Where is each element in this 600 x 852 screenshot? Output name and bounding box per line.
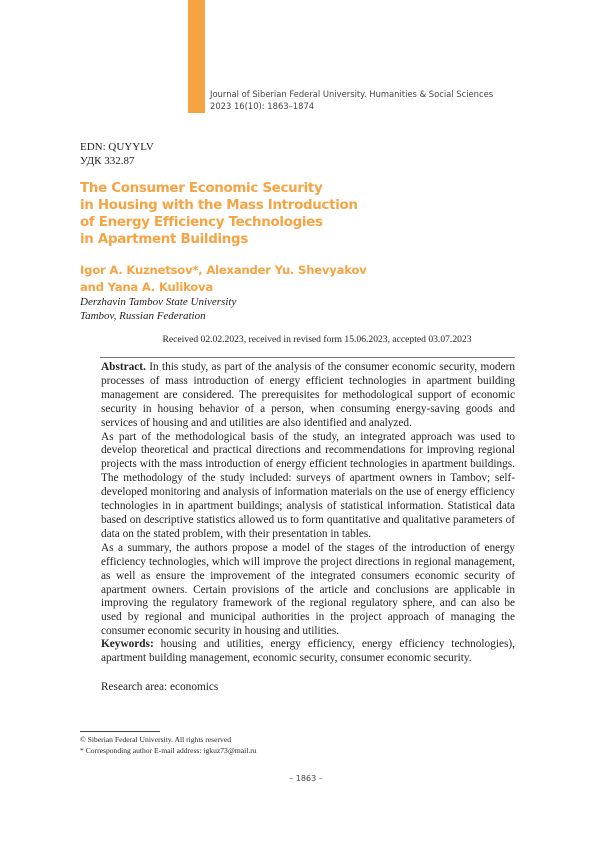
footnotes: [80, 734, 257, 756]
title-line: of Energy Efficiency Technologies: [80, 215, 323, 230]
corresponding-author-footnote: * Corresponding author E-mail address: igkuz73@mail.ru: [80, 746, 257, 755]
authors: [80, 262, 367, 296]
authors-line: Igor A. Kuznetsov*, Alexander Yu. Shevyakov: [80, 263, 367, 277]
affiliation: [80, 295, 236, 323]
title-line: The Consumer Economic Security: [80, 181, 323, 196]
abstract-label: Abstract.: [101, 361, 146, 373]
affiliation-university: Derzhavin Tambov State University: [80, 296, 237, 308]
journal-header: [210, 88, 493, 112]
authors-line: and Yana A. Kulikova: [80, 280, 214, 294]
abstract-paragraph: As part of the methodological basis of the study, an integrated approach was used to develop theoretical and practical directions and recommendations for improving regional projects with the mass introduction of energy efficient technologies in apartment buildings. The methodology of the study included: surveys of apartment owners in Tambov; self-developed monitoring and analysis of information materials on the use of energy efficiency technologies in in apartment buildings; analysis of statistical information. Statistical data based on descriptive statistics allowed us to form quantitative and qualitative parameters of data on the stated problem, with their presentation in tables.: [101, 430, 515, 540]
abstract-paragraph: As a summary, the authors propose a model of the stages of the introduction of energy efficiency technologies, which will improve the project directions in regional management, as well as ensure the improvement of the integrated consumers economic security of apartment owners. Certain provisions of the article and conclusions are applicable in improving the regulatory framework of the regional regulatory sphere, and can also be used by regional and municipal authorities in the project approach of managing the consumer economic security in housing and utilities.: [101, 541, 515, 638]
edn: EDN: QUYYLV: [80, 141, 154, 153]
journal-issue: 2023 16(10): 1863–1874: [210, 101, 315, 111]
divider: [100, 357, 515, 358]
title-line: in Apartment Buildings: [80, 232, 248, 247]
received-dates: Received 02.02.2023, received in revised form 15.06.2023, accepted 03.07.2023: [162, 334, 472, 345]
article-title: [80, 180, 358, 248]
research-area: Research area: economics: [101, 681, 219, 693]
journal-name: Journal of Siberian Federal University. Humanities & Social Sciences: [210, 89, 494, 99]
keywords-text: housing and utilities, energy efficiency, energy efficiency technologies), apartment building management, economic security, consumer economic security.: [101, 638, 515, 664]
journal-accent-bar: [188, 0, 205, 113]
footnote-divider: [80, 731, 160, 732]
title-line: in Housing with the Mass Introduction: [80, 198, 358, 213]
abstract-paragraph: In this study, as part of the analysis of the consumer economic security, modern processes of mass introduction of energy efficient technologies in apartment building management are considered. The prerequisites for methodological support of economic security in housing behavior of a person, when consuming energy-saving goods and services of housing and and utilities are also identified and analyzed.: [101, 361, 515, 429]
copyright-footnote: © Siberian Federal University. All rights reserved: [80, 735, 231, 744]
identifiers: [80, 140, 154, 168]
affiliation-location: Tambov, Russian Federation: [80, 310, 206, 322]
page-number: – 1863 –: [289, 774, 323, 783]
udk: УДК 332.87: [80, 155, 135, 167]
abstract: [101, 361, 515, 639]
keywords-label: Keywords:: [101, 638, 154, 650]
keywords: [101, 638, 515, 666]
